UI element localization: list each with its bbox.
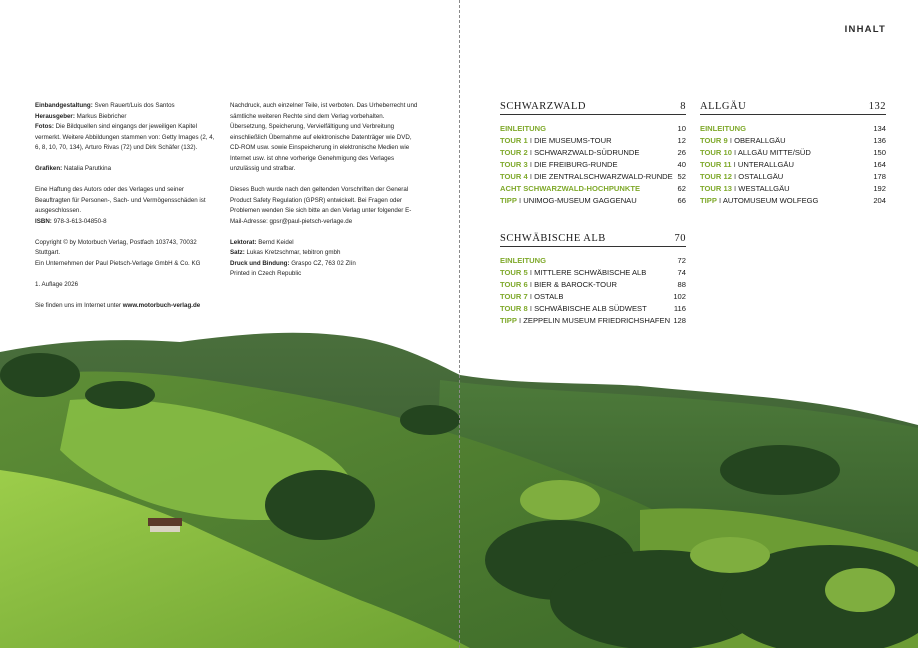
toc-entry-page: 128 [673, 316, 686, 325]
toc-entry-page: 52 [677, 172, 686, 181]
toc-entry-title: TIPP I UNIMOG-MUSEUM GAGGENAU [500, 196, 637, 205]
toc-entry-page: 10 [677, 124, 686, 133]
toc-entry[interactable] [700, 171, 886, 183]
imprint-edition: 1. Auflage 2026 [35, 280, 79, 288]
imprint-graphics: Grafiken: Natalia Parutkina [35, 165, 112, 172]
toc-entry[interactable] [500, 135, 686, 147]
toc-entry-page: 178 [873, 172, 886, 181]
toc-entry-title: EINLEITUNG [500, 256, 546, 265]
imprint-copyright: Copyright © by Motorbuch Verlag, Postfach 103743, 70032 Stuttgart. Ein Unternehmen der Paul Pietsch-Verlage GmbH & Co. KG [35, 238, 201, 267]
imprint-column-left [35, 101, 220, 322]
toc-entry[interactable] [500, 147, 686, 159]
toc-entry[interactable] [500, 195, 686, 207]
toc-entry[interactable] [700, 147, 886, 159]
toc-entry-title: TOUR 7 I OSTALB [500, 292, 564, 301]
toc-entry[interactable] [500, 267, 686, 279]
toc-entry-page: 116 [673, 304, 686, 313]
toc-entry-title: TIPP I ZEPPELIN MUSEUM FRIEDRICHSHAFEN [500, 316, 671, 325]
toc-heading: SCHWARZWALD 8 [500, 101, 686, 115]
toc-entry-page: 150 [873, 148, 886, 157]
section-label: INHALT [844, 24, 886, 35]
toc-entry[interactable] [700, 159, 886, 171]
toc-entry-title: ACHT SCHWARZWALD-HOCHPUNKTE [500, 184, 641, 193]
imprint-website: Sie finden uns im Internet unter www.motorbuch-verlag.de [35, 301, 201, 309]
toc-entry[interactable] [500, 123, 686, 135]
imprint-gpsr: Dieses Buch wurde nach den geltenden Vorschriften der General Product Safety Regulation (GPSR) entwickelt. Bei Fragen oder Problemen wenden Sie sich bitte an den Verlag unter folgender E-Mail-Adresse: gpsr@paul-pietsch-verlage.de [230, 186, 412, 225]
toc-section-schwarzwald [500, 101, 686, 207]
imprint-production: Lektorat: Bernd Keidel Satz: Lukas Kretzschmar, tebitron gmbh Druck und Bindung: Graspo CZ, 763 02 Zlín Printed in Czech Republic [230, 238, 356, 277]
imprint-liability: Eine Haftung des Autors oder des Verlages und seiner Beauftragten für Personen-, Sach- und Vermögensschäden ist ausgeschlossen. ISBN: 978-3-613-04850-8 [35, 186, 206, 225]
imprint-column-right [230, 101, 420, 290]
toc-entry-page: 66 [677, 196, 686, 205]
toc-entry-title: TOUR 8 I SCHWÄBISCHE ALB SÜDWEST [500, 304, 647, 313]
toc-entry-title: TOUR 13 I WESTALLGÄU [700, 184, 790, 193]
toc-entry-page: 164 [873, 160, 886, 169]
toc-entry-title: TOUR 11 I UNTERALLGÄU [700, 160, 794, 169]
toc-entry-title: EINLEITUNG [500, 124, 546, 133]
toc-entry-title: TOUR 5 I MITTLERE SCHWÄBISCHE ALB [500, 268, 647, 277]
toc-entry-title: TOUR 2 I SCHWARZWALD-SÜDRUNDE [500, 148, 640, 157]
toc-entry-title: TOUR 4 I DIE ZENTRALSCHWARZWALD-RUNDE [500, 172, 673, 181]
toc-entry[interactable] [700, 123, 886, 135]
toc-entry-title: TOUR 3 I DIE FREIBURG-RUNDE [500, 160, 618, 169]
toc-entry-page: 40 [677, 160, 686, 169]
website-link[interactable]: www.motorbuch-verlag.de [122, 301, 201, 309]
toc-entry-page: 12 [677, 136, 686, 145]
toc-entry[interactable] [500, 291, 686, 303]
toc-entry[interactable] [500, 279, 686, 291]
toc-entry-title: TOUR 9 I OBERALLGÄU [700, 136, 786, 145]
toc-entry-title: EINLEITUNG [700, 124, 746, 133]
toc-entry-page: 134 [873, 124, 886, 133]
toc-entry[interactable] [500, 303, 686, 315]
toc-heading: ALLGÄU 132 [700, 101, 886, 115]
toc-list [500, 123, 686, 207]
toc-entry-title: TOUR 10 I ALLGÄU MITTE/SÜD [700, 148, 811, 157]
toc-entry-page: 136 [873, 136, 886, 145]
toc-entry-page: 102 [673, 292, 686, 301]
imprint-cover: Einbandgestaltung: Sven Rauert/Luis dos Santos Herausgeber: Markus Biebricher Fotos: Die Bildquellen sind eingangs der jeweiligen Kapitel vermerkt. Weitere Abbildungen stammen von: Getty Images (2, 4, 6, 8, 10, 70, 134), Arturo Rivas (72) und Dirk Schäfer (132). [35, 102, 215, 151]
toc-entry-page: 204 [873, 196, 886, 205]
toc-entry[interactable] [700, 183, 886, 195]
toc-section-allgaeu [700, 101, 886, 207]
toc-entry[interactable] [500, 159, 686, 171]
toc-entry-title: TOUR 12 I OSTALLGÄU [700, 172, 784, 181]
toc-entry-title: TIPP I AUTOMUSEUM WOLFEGG [700, 196, 819, 205]
toc-entry-title: TOUR 6 I BIER & BAROCK-TOUR [500, 280, 618, 289]
toc-list [500, 255, 686, 327]
toc-entry[interactable] [500, 183, 686, 195]
toc-entry[interactable] [500, 315, 686, 327]
page-fold-line [459, 0, 460, 648]
imprint-rights: Nachdruck, auch einzelner Teile, ist verboten. Das Urheberrecht und sämtliche weiteren Rechte sind dem Verlag vorbehalten. Übersetzung, Speicherung, Vervielfältigung und Verbreitung einschließlich Übernahme auf elektronische Datenträger wie DVD, CD-ROM usw. sowie Einspeicherung in elektronische Medien wie Internet usw. ist ohne vorherige Genehmigung des Verlages unzulässig und strafbar. [230, 102, 418, 172]
toc-section-schwaebische-alb [500, 233, 686, 327]
toc-entry-page: 26 [677, 148, 686, 157]
toc-entry-page: 62 [677, 184, 686, 193]
toc-entry[interactable] [500, 171, 686, 183]
toc-entry[interactable] [700, 195, 886, 207]
toc-entry-title: TOUR 1 I DIE MUSEUMS-TOUR [500, 136, 612, 145]
toc-list [700, 123, 886, 207]
toc-entry-page: 192 [873, 184, 886, 193]
toc-entry-page: 72 [677, 256, 686, 265]
toc-entry[interactable] [500, 255, 686, 267]
toc-heading: SCHWÄBISCHE ALB 70 [500, 233, 686, 247]
toc-entry-page: 74 [677, 268, 686, 277]
toc-entry-page: 88 [677, 280, 686, 289]
toc-entry[interactable] [700, 135, 886, 147]
